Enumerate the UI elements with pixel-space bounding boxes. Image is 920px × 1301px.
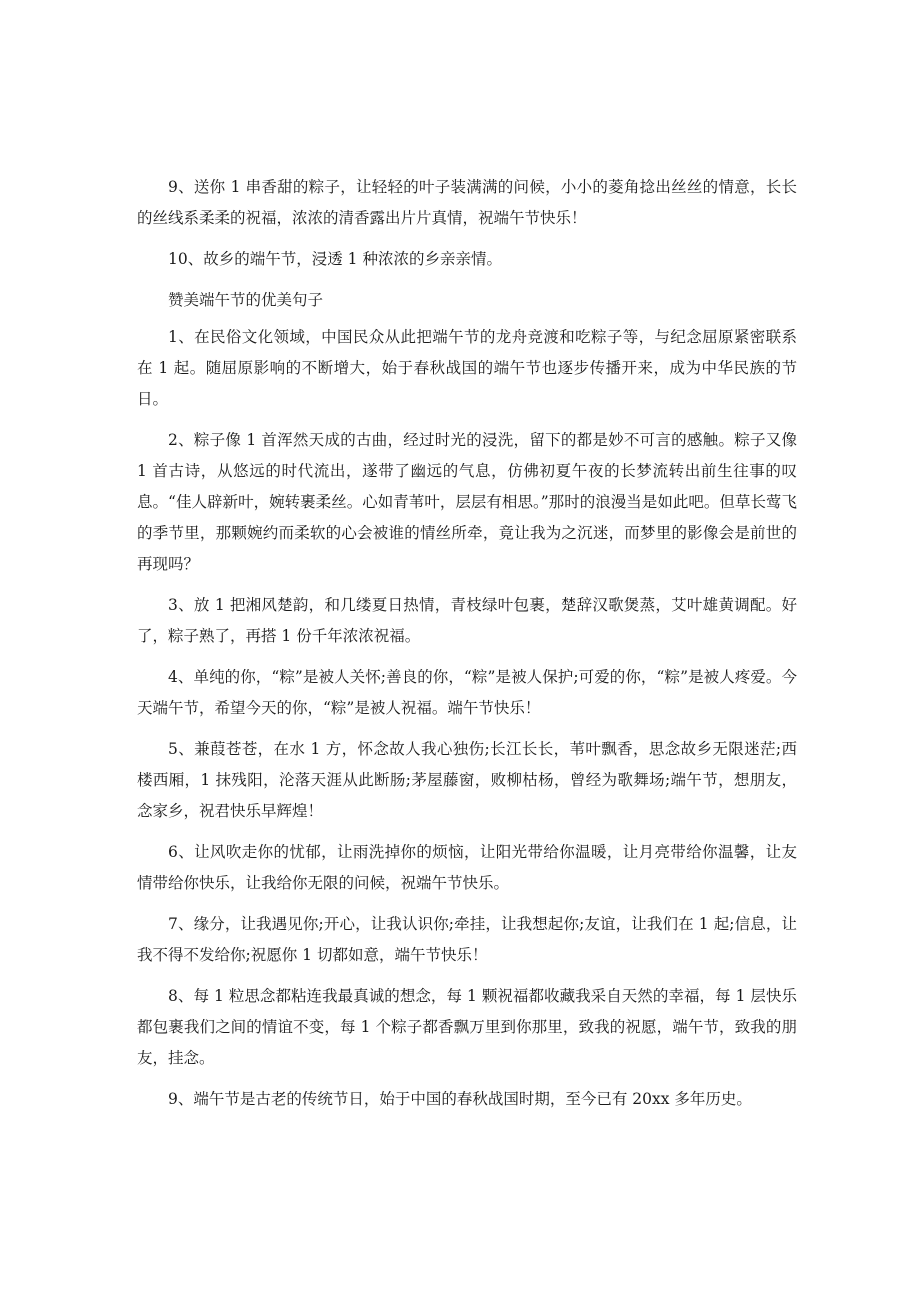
paragraph-praise-8: 8、每 1 粒思念都粘连我最真诚的想念，每 1 颗祝福都收藏我采自天然的幸福，每 1 层快乐都包裹我们之间的情谊不变，每 1 个粽子都香飘万里到你那里，致我的祝愿，端午节，致我的朋友，挂念。: [137, 987, 797, 1067]
paragraph-praise-3: 3、放 1 把湘风楚韵，和几缕夏日热情，青枝绿叶包裹，楚辞汉歌煲蒸，艾叶雄黄调配。好了，粽子熟了，再搭 1 份千年浓浓祝福。: [137, 596, 797, 645]
paragraph-praise-7: 7、缘分，让我遇见你;开心，让我认识你;牵挂，让我想起你;友谊，让我们在 1 起;信息，让我不得不发给你;祝愿你 1 切都如意，端午节快乐！: [137, 915, 797, 964]
paragraph-praise-9: 9、端午节是古老的传统节日，始于中国的春秋战国时期，至今已有 20xx 多年历史。: [168, 1090, 752, 1108]
paragraph-praise-2: 2、粽子像 1 首浑然天成的古曲，经过时光的浸洗，留下的都是妙不可言的感触。粽子又像 1 首古诗，从悠远的时代流出，遂带了幽远的气息，仿佛初夏午夜的长梦流转出前生往事的叹息。“佳人辟新叶，婉转裹柔丝。心如青苇叶，层层有相思。”那时的浪漫当是如此吧。但草长莺飞的季节里，那颗婉约而柔软的心会被谁的情丝所牵，竟让我为之沉迷，而梦里的影像会是前世的再现吗？: [137, 431, 797, 573]
paragraph-wish-9: 9、送你 1 串香甜的粽子，让轻轻的叶子装满满的问候，小小的菱角捻出丝丝的情意，长长的丝线系柔柔的祝福，浓浓的清香露出片片真情，祝端午节快乐！: [137, 178, 797, 227]
paragraph-wish-10: 10、故乡的端午节，浸透 1 种浓浓的乡亲亲情。: [168, 250, 502, 268]
paragraph-praise-6: 6、让风吹走你的忧郁，让雨洗掉你的烦恼，让阳光带给你温暖，让月亮带给你温馨，让友情带给你快乐，让我给你无限的问候，祝端午节快乐。: [137, 843, 797, 892]
section-heading: 赞美端午节的优美句子: [168, 291, 324, 309]
paragraph-praise-1: 1、在民俗文化领域，中国民众从此把端午节的龙舟竞渡和吃粽子等，与纪念屈原紧密联系在 1 起。随屈原影响的不断增大，始于春秋战国的端午节也逐步传播开来，成为中华民族的节日。: [137, 328, 797, 408]
paragraph-praise-5: 5、兼葭苍苍，在水 1 方，怀念故人我心独伤;长江长长，苇叶飘香，思念故乡无限迷茫;西楼西厢，1 抹残阳，沦落天涯从此断肠;茅屋藤窗，败柳枯杨，曾经为歌舞场;端午节，想朋友，念家乡，祝君快乐早辉煌！: [137, 740, 797, 820]
paragraph-praise-4: 4、单纯的你，“粽”是被人关怀;善良的你，“粽”是被人保护;可爱的你，“粽”是被人疼爱。今天端午节，希望今天的你，“粽”是被人祝福。端午节快乐！: [137, 668, 797, 717]
document-body: [137, 172, 797, 1125]
